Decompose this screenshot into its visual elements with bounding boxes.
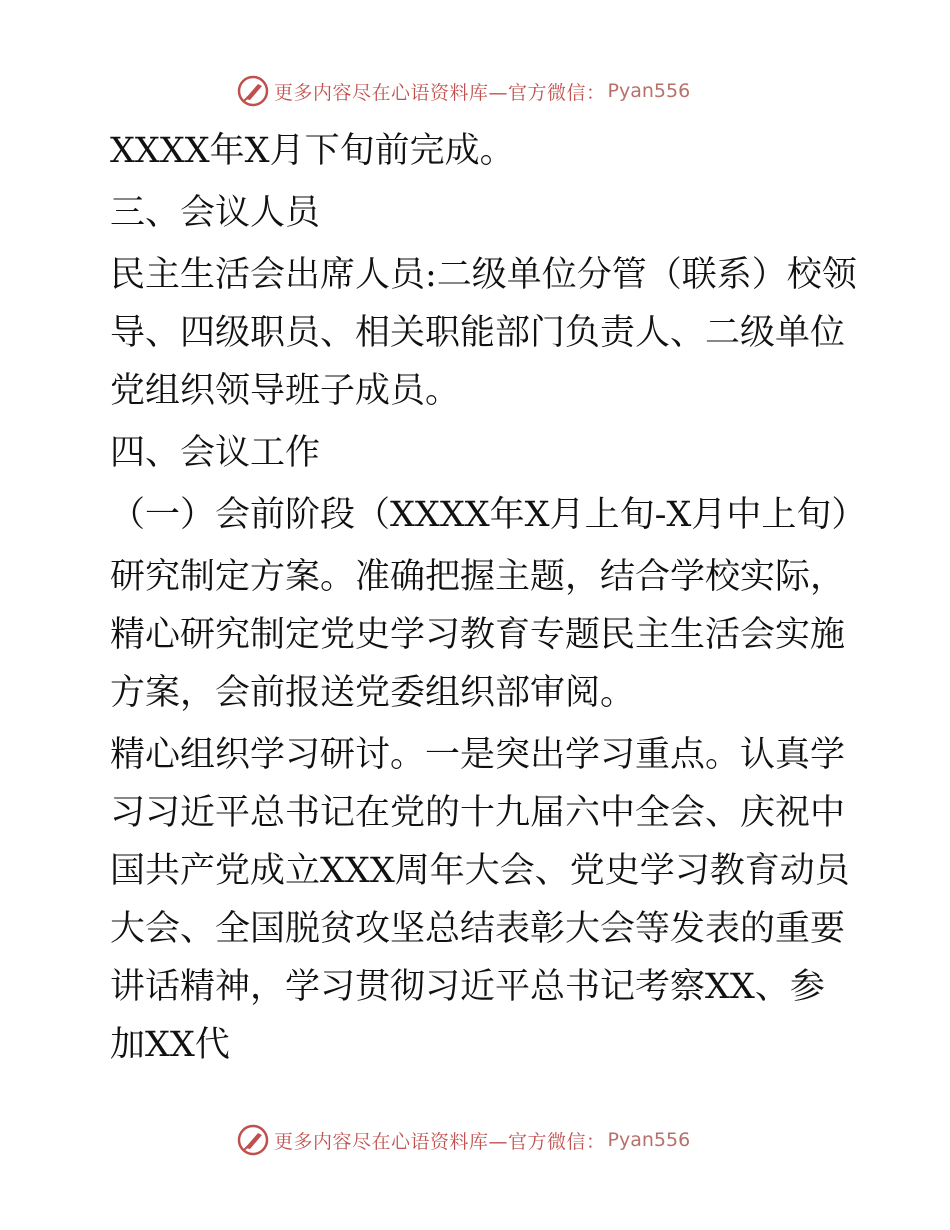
quill-pen-logo-icon	[236, 74, 270, 108]
paragraph-attendees: 民主生活会出席人员:二级单位分管（联系）校领导、四级职员、相关职能部门负责人、二级单位党组织领导班子成员。	[110, 255, 857, 411]
banner-wechat-id: Pyan556	[607, 1129, 691, 1151]
paragraph-plan: 研究制定方案。准确把握主题，结合学校实际，精心研究制定党史学习教育专题民主生活会实施方案，会前报送党委组织部审阅。	[110, 557, 846, 713]
document-body	[98, 122, 867, 1078]
paragraph-deadline: XXXX年X月下旬前完成。	[110, 131, 515, 171]
banner-text: 更多内容尽在心语资料库—官方微信：	[274, 1130, 606, 1153]
heading-meeting-work: 四、会议工作	[110, 433, 321, 473]
footer-banner	[236, 1123, 690, 1157]
banner-text: 更多内容尽在心语资料库—官方微信：	[274, 81, 606, 104]
quill-pen-logo-icon	[236, 1123, 270, 1157]
header-banner	[236, 74, 690, 108]
paragraph-study: 精心组织学习研讨。一是突出学习重点。认真学习习近平总书记在党的十九届六中全会、庆祝中国共产党成立XXX周年大会、党史学习教育动员大会、全国脱贫攻坚总结表彰大会等发表的重要讲话精神，学习贯彻习近平总书记考察XX、参加XX代	[110, 735, 850, 1065]
heading-meeting-attendees: 三、会议人员	[110, 193, 321, 233]
subheading-pre-meeting-stage: （一）会前阶段（XXXX年X月上旬-X月中上旬）	[110, 495, 867, 535]
banner-wechat-id: Pyan556	[607, 80, 691, 102]
